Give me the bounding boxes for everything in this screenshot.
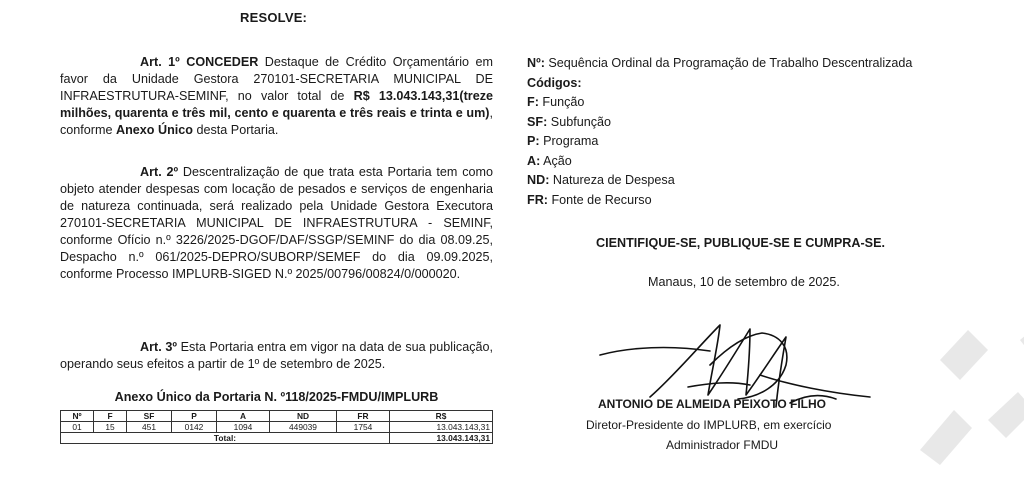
codes-legend [527,54,912,210]
annex-title: Anexo Único da Portaria N. º118/2025-FMDU/IMPLURB [114,390,439,404]
annex-cell-amount: 13.043.143,31 [390,422,493,433]
annex-cell-p: 0142 [172,422,217,433]
article-2 [60,164,493,283]
legend-value: Ação [540,153,572,168]
annex-header-n: Nº [61,411,94,422]
art1-text-a: Destaque de Crédito Orçamentário em favor da Unidade Gestora 270101-SECRETARIA MUNICIPAL DE INFRAESTRUTURA-SEMINF, no valor total de [60,55,493,103]
legend-key: P: [527,134,540,148]
legend-key: F: [527,95,539,109]
art1-annex-ref: Anexo Único [116,123,193,137]
annex-header-a: A [217,411,270,422]
signer-role: Diretor-Presidente do IMPLURB, em exercício [586,418,832,432]
annex-header-sf: SF [127,411,172,422]
art1-text-b: , conforme [60,106,493,137]
art2-text: Descentralização de que trata esta Portaria tem como objeto atender despesas com locação de pesados e serviços de engenharia de natureza continuada, será realizado pela Unidade Gestora Executora 270101-SECRETARIA MUNICIPAL DE INFRAESTRUTURA - SEMINF, conforme Ofício n.º 3226/2025-DGOF/DAF/SSGP/SEMINF do dia 08.09.25, Despacho n.º 061/2025-DEPRO/SUBORP/SEMEF do dia 09.09.2025, conforme Processo IMPLURB-SIGED N.º 2025/00796/00824/0/000020. [60,165,493,281]
annex-cell-nd: 449039 [270,422,337,433]
resolve-heading: RESOLVE: [240,10,308,25]
list-item [527,171,912,191]
annex-header-amount: R$ [390,411,493,422]
signer-name: ANTONIO DE ALMEIDA PEIXOTO FILHO [598,397,827,411]
list-item [527,113,912,133]
annex-total-label: Total: [61,433,390,444]
legend-key: ND: [527,173,550,187]
legend-n-line [527,54,912,74]
art1-label: Art. 1º CONCEDER [140,55,259,69]
place-date: Manaus, 10 de setembro de 2025. [648,275,840,289]
art1-text-c: desta Portaria. [192,123,279,137]
annex-cell-f: 15 [94,422,127,433]
annex-header-p: P [172,411,217,422]
list-item [527,152,912,172]
article-1 [60,54,493,139]
legend-key: SF: [527,114,548,129]
annex-table [60,410,493,444]
list-item [527,132,912,152]
legend-value: Programa [539,134,599,148]
legend-key: A: [527,153,541,168]
annex-cell-a: 1094 [217,422,270,433]
art3-text: Esta Portaria entra em vigor na data de sua publicação, operando seus efeitos a partir de 1º de setembro de 2025. [60,340,494,371]
legend-value: Fonte de Recurso [547,192,652,207]
annex-header-fr: FR [337,411,390,422]
annex-header-nd: ND [270,411,337,422]
legend-value: Subfunção [547,114,612,129]
annex-header-row [61,411,493,422]
list-item [527,93,912,113]
annex-total-value: 13.043.143,31 [390,433,493,444]
art2-label: Art. 2º [140,165,179,179]
table-row [61,422,493,433]
list-item [527,191,912,211]
legend-value: Função [538,95,585,109]
article-3 [60,339,493,373]
watermark-graphic [870,300,1024,500]
art1-amount: R$ 13.043.143,31(treze milhões, quarenta e três mil, cento e quarenta e três reais e trinta e um) [60,89,493,120]
legend-value: Natureza de Despesa [549,173,675,187]
legend-key: Nº: [527,56,545,70]
signer-role-secondary: Administrador FMDU [666,438,779,452]
art3-label: Art. 3º [140,340,177,354]
legend-key: FR: [527,192,548,207]
table-total-row [61,433,493,444]
annex-cell-fr: 1754 [337,422,390,433]
annex-cell-n: 01 [61,422,94,433]
legend-value: Sequência Ordinal da Programação de Trabalho Descentralizada [544,56,913,70]
annex-header-f: F [94,411,127,422]
legend-codigos-heading: Códigos: [527,75,582,90]
closing-statement: CIENTIFIQUE-SE, PUBLIQUE-SE E CUMPRA-SE. [596,236,885,250]
annex-cell-sf: 451 [127,422,172,433]
